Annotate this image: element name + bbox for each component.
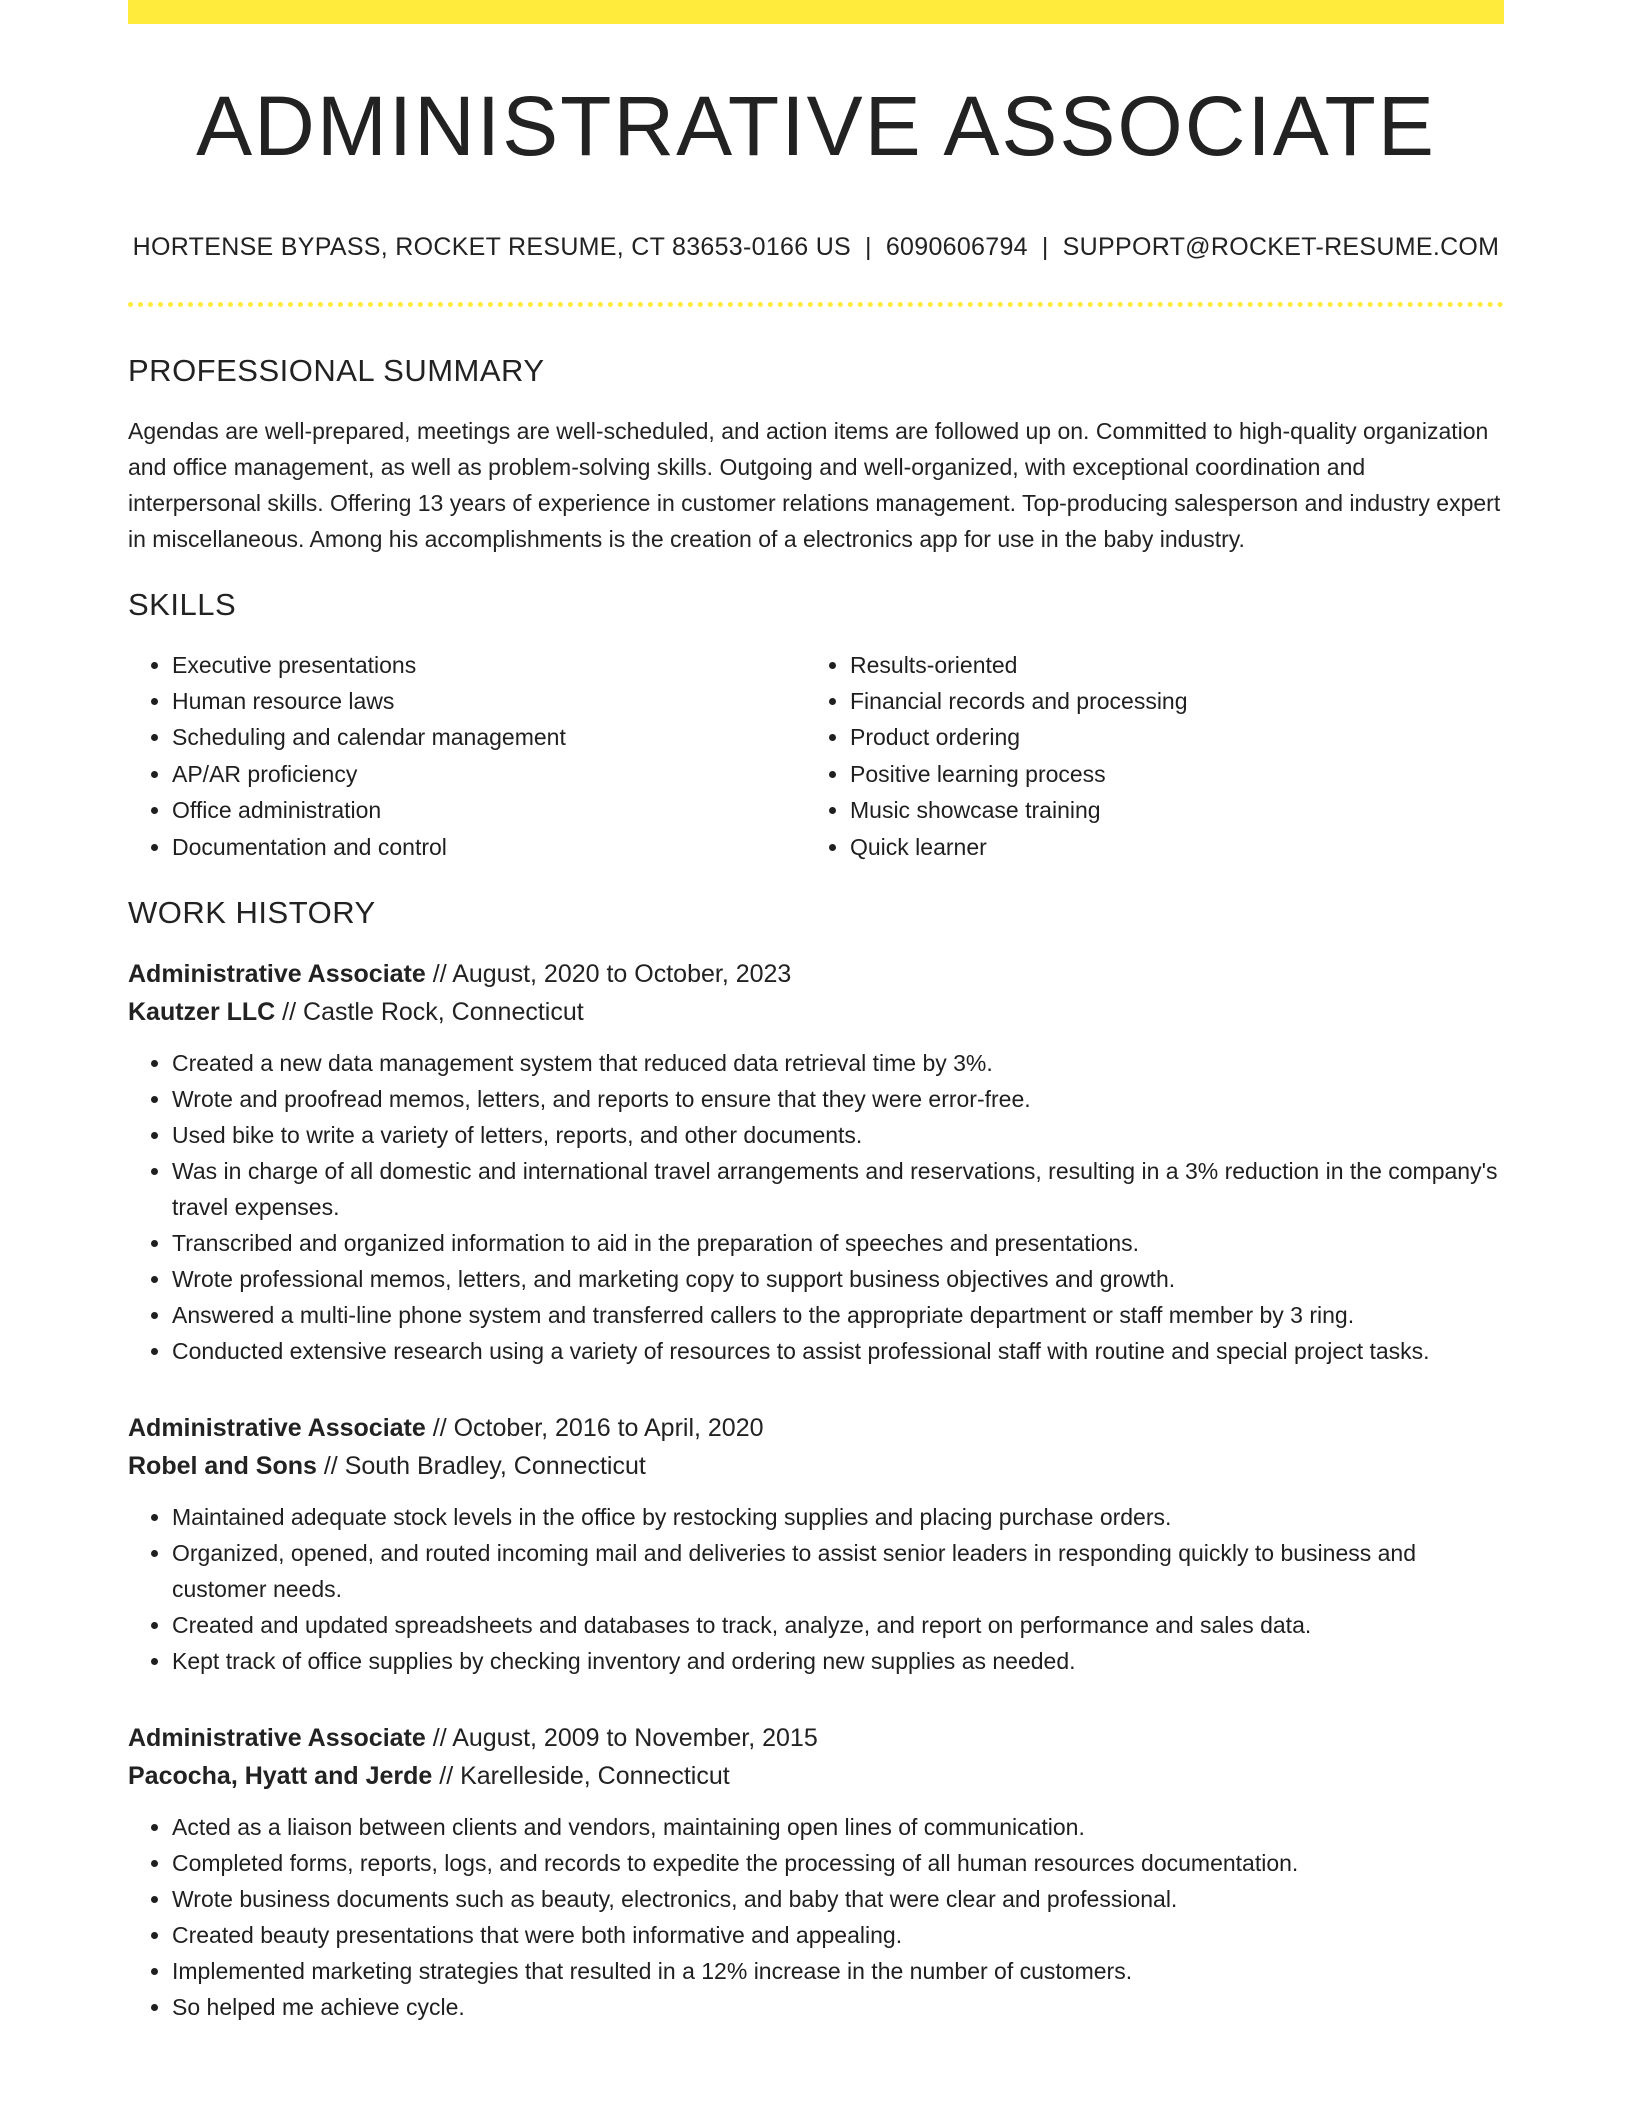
skill-item: • Executive presentations [172, 647, 806, 683]
job-bullet: • Created and updated spreadsheets and databases to track, analyze, and report on performance and sales data. [172, 1607, 1504, 1643]
job-company: Kautzer LLC [128, 998, 276, 1027]
job-title-line [128, 1409, 1504, 1447]
contact-separator: | [865, 232, 872, 261]
header-divider [128, 302, 1504, 307]
skill-item: • Positive learning process [850, 756, 1484, 792]
job-bullet: • Completed forms, reports, logs, and records to expedite the processing of all human resources documentation. [172, 1845, 1504, 1881]
job-bullets [128, 1045, 1504, 1369]
job-dates: // August, 2020 to October, 2023 [425, 960, 792, 989]
skill-item: • Office administration [172, 792, 806, 828]
work-history-heading: WORK HISTORY [128, 895, 376, 931]
summary-heading: PROFESSIONAL SUMMARY [128, 352, 545, 388]
skill-item: • Documentation and control [172, 829, 806, 865]
job-bullets [128, 1809, 1504, 2025]
job-title: Administrative Associate [128, 960, 426, 989]
job-bullet: • Organized, opened, and routed incoming mail and deliveries to assist senior leaders in responding quickly to business and customer needs. [172, 1535, 1504, 1607]
job-bullet: • Created a new data management system that reduced data retrieval time by 3%. [172, 1045, 1504, 1081]
job-bullet: • Acted as a liaison between clients and vendors, maintaining open lines of communication. [172, 1809, 1504, 1845]
job-company: Robel and Sons [128, 1452, 317, 1481]
job-location: // Castle Rock, Connecticut [275, 998, 584, 1027]
job-bullet: • Used bike to write a variety of letters, reports, and other documents. [172, 1117, 1504, 1153]
job-title: Administrative Associate [128, 1724, 426, 1753]
job-title: Administrative Associate [128, 1414, 426, 1443]
job-bullet: • Wrote business documents such as beauty, electronics, and baby that were clear and professional. [172, 1881, 1504, 1917]
job-dates: // August, 2009 to November, 2015 [425, 1724, 818, 1753]
job-location: // Karelleside, Connecticut [432, 1762, 730, 1791]
contact-separator: | [1041, 232, 1049, 261]
job-entry [128, 1409, 1504, 1679]
summary-text: Agendas are well-prepared, meetings are well-scheduled, and action items are followed up on. Committed to high-quality organization and office management, as well as problem-solving skills. Outgoing and well-organized, with exceptional coordination and interpersonal skills. Offering 13 years of experience in customer relations management. Top-producing salesperson and industry expert in miscellaneous. Among his accomplishments is the creation of a electronics app for use in the baby industry. [128, 417, 1501, 552]
skill-item: • Scheduling and calendar management [172, 719, 806, 755]
skill-item: • Product ordering [850, 719, 1484, 755]
contact-email[interactable]: SUPPORT@ROCKET-RESUME.COM [1062, 232, 1500, 261]
skill-item: • Quick learner [850, 829, 1484, 865]
job-company-line [128, 1757, 1504, 1795]
job-bullet: • Created beauty presentations that were both informative and appealing. [172, 1917, 1504, 1953]
job-bullet: • Answered a multi-line phone system and transferred callers to the appropriate department or staff member by 3 ring. [172, 1297, 1504, 1333]
job-bullet: • So helped me achieve cycle. [172, 1989, 1504, 2025]
job-entry [128, 1719, 1504, 2025]
skills-list [128, 647, 1504, 865]
job-location: // South Bradley, Connecticut [316, 1452, 646, 1481]
job-entry [128, 955, 1504, 1369]
contact-line [128, 233, 1504, 262]
job-title-line [128, 955, 1504, 993]
job-company: Pacocha, Hyatt and Jerde [128, 1762, 433, 1791]
job-bullet: • Transcribed and organized information to aid in the preparation of speeches and presentations. [172, 1225, 1504, 1261]
job-bullet: • Maintained adequate stock levels in the office by restocking supplies and placing purchase orders. [172, 1499, 1504, 1535]
job-bullet: • Wrote and proofread memos, letters, and reports to ensure that they were error-free. [172, 1081, 1504, 1117]
job-bullet: • Conducted extensive research using a variety of resources to assist professional staff with routine and special project tasks. [172, 1333, 1504, 1369]
resume-title: ADMINISTRATIVE ASSOCIATE [196, 79, 1436, 173]
skill-item: • AP/AR proficiency [172, 756, 806, 792]
contact-address: HORTENSE BYPASS, ROCKET RESUME, CT 83653-0166 US [132, 232, 852, 261]
job-company-line [128, 1447, 1504, 1485]
job-bullet: • Kept track of office supplies by checking inventory and ordering new supplies as needed. [172, 1643, 1504, 1679]
skill-item: • Results-oriented [850, 647, 1484, 683]
skill-item: • Music showcase training [850, 792, 1484, 828]
job-bullet: • Wrote professional memos, letters, and marketing copy to support business objectives and growth. [172, 1261, 1504, 1297]
skill-item: • Human resource laws [172, 683, 806, 719]
skill-item: • Financial records and processing [850, 683, 1484, 719]
job-dates: // October, 2016 to April, 2020 [425, 1414, 764, 1443]
job-title-line [128, 1719, 1504, 1757]
skills-column-left [128, 647, 806, 865]
job-bullets [128, 1499, 1504, 1679]
job-bullet: • Was in charge of all domestic and international travel arrangements and reservations, resulting in a 3% reduction in the company's travel expenses. [172, 1153, 1504, 1225]
job-company-line [128, 993, 1504, 1031]
skills-heading: SKILLS [128, 586, 237, 622]
skills-column-right [806, 647, 1484, 865]
resume-page [128, 0, 1504, 2025]
job-bullet: • Implemented marketing strategies that resulted in a 12% increase in the number of customers. [172, 1953, 1504, 1989]
contact-phone: 6090606794 [885, 232, 1028, 261]
